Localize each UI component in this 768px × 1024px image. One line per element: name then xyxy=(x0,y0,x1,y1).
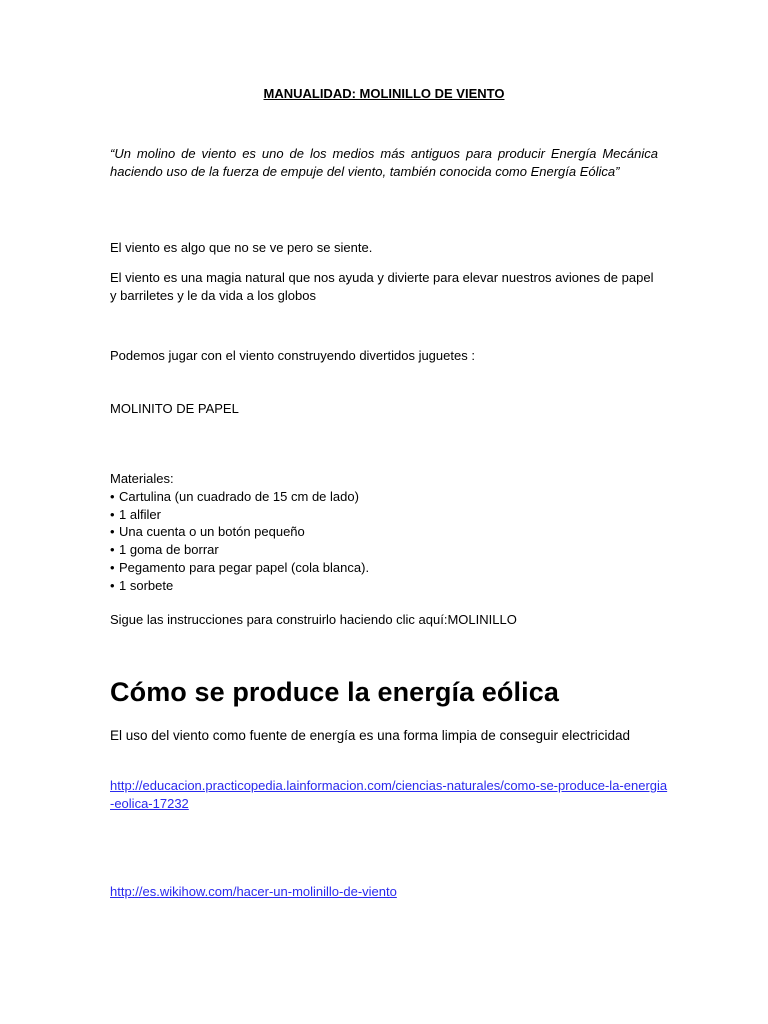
bullet-icon: • xyxy=(110,559,115,575)
material-text: 1 goma de borrar xyxy=(119,542,219,558)
paragraph-wind-magic: El viento es una magia natural que nos ayuda y divierte para elevar nuestros aviones de papel y barriletes y le da vida a los globos xyxy=(110,270,654,303)
link-wikihow[interactable]: http://es.wikihow.com/hacer-un-molinillo-de-viento xyxy=(110,884,397,899)
subtitle-molinito: MOLINITO DE PAPEL xyxy=(110,401,239,416)
material-text: 1 sorbete xyxy=(119,577,174,593)
list-item xyxy=(110,559,658,577)
link-practicopedia[interactable]: http://educacion.practicopedia.lainformacion.com/ciencias-naturales/como-se-produce-la-energia-eolica-17232 xyxy=(110,778,668,811)
bullet-icon: • xyxy=(110,577,115,593)
paragraph-wind-felt: El viento es algo que no se ve pero se siente. xyxy=(110,240,373,255)
bullet-icon: • xyxy=(110,506,115,522)
list-item xyxy=(110,541,658,559)
bullet-icon: • xyxy=(110,524,115,540)
quote-paragraph: “Un molino de viento es uno de los medios más antiguos para producir Energía Mecánica haciendo uso de la fuerza de empuje del viento, también conocida como Energía Eólica” xyxy=(110,146,658,179)
list-item xyxy=(110,577,658,595)
list-item xyxy=(110,506,658,524)
paragraph-play-wind: Podemos jugar con el viento construyendo divertidos juguetes : xyxy=(110,348,475,363)
section-body: El uso del viento como fuente de energía es una forma limpia de conseguir electricidad xyxy=(110,728,631,743)
list-item xyxy=(110,488,658,506)
material-text: Una cuenta o un botón pequeño xyxy=(119,524,305,540)
bullet-icon: • xyxy=(110,488,115,504)
bullet-icon: • xyxy=(110,542,115,558)
material-text: Cartulina (un cuadrado de 15 cm de lado) xyxy=(119,488,359,504)
section-heading: Cómo se produce la energía eólica xyxy=(110,677,559,707)
material-text: 1 alfiler xyxy=(119,506,161,522)
list-item xyxy=(110,523,658,541)
materials-label: Materiales: xyxy=(110,471,174,486)
material-text: Pegamento para pegar papel (cola blanca). xyxy=(119,559,370,575)
document-title: MANUALIDAD: MOLINILLO DE VIENTO xyxy=(263,86,505,101)
instructions-text: Sigue las instrucciones para construirlo haciendo clic aquí:MOLINILLO xyxy=(110,612,517,627)
materials-list xyxy=(110,470,658,595)
